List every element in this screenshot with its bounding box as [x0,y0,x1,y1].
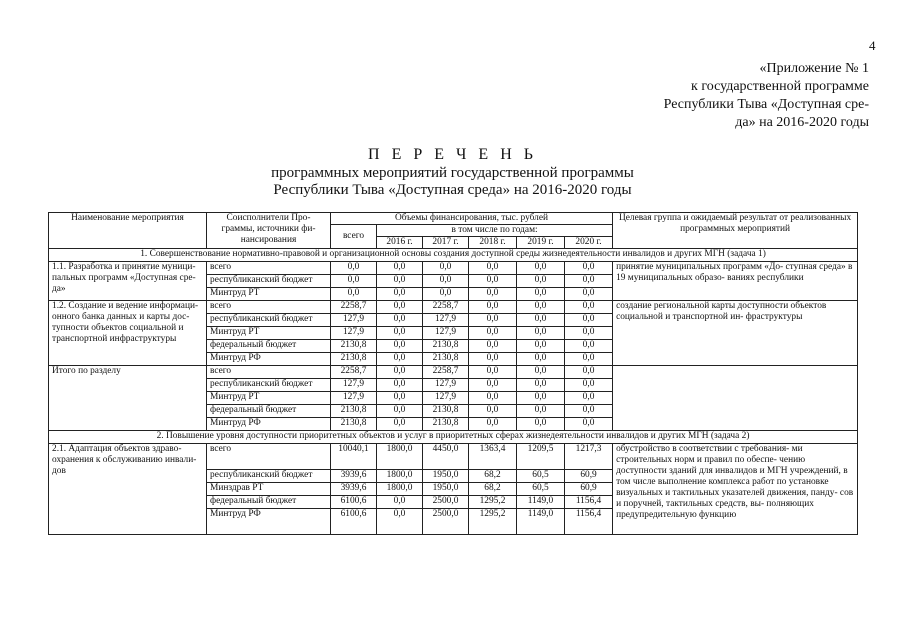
funding-value: 0,0 [377,496,423,509]
funding-value: 2258,7 [423,301,469,314]
funding-source: республиканский бюджет [207,314,331,327]
appendix-line: Республики Тыва «Доступная сре- [663,97,869,112]
funding-value: 0,0 [331,288,377,301]
funding-source: Минтруд РТ [207,288,331,301]
funding-value: 1800,0 [377,470,423,483]
funding-value: 0,0 [565,301,613,314]
funding-source: Минтруд РФ [207,509,331,535]
funding-value: 127,9 [423,379,469,392]
funding-source: Минтруд РТ [207,392,331,405]
funding-value: 0,0 [565,340,613,353]
header-year: 2017 г. [423,237,469,249]
section-row [49,431,858,444]
funding-value: 60,9 [565,470,613,483]
measure-name: 2.1. Адаптация объектов здраво- охранения к обслуживанию инвали- дов [49,444,207,535]
funding-value: 6100,6 [331,496,377,509]
appendix-line: к государственной программе [691,79,869,94]
funding-value: 127,9 [331,327,377,340]
funding-value: 127,9 [423,327,469,340]
funding-value: 1295,2 [469,496,517,509]
funding-value: 0,0 [469,405,517,418]
funding-value: 2258,7 [331,301,377,314]
measure-name: 1.2. Создание и ведение информаци- онного банка данных и карты дос- тупности объектов социальной и транспортной инфраструктуры [49,301,207,366]
funding-value: 0,0 [565,288,613,301]
funding-value: 1950,0 [423,483,469,496]
funding-value: 127,9 [423,314,469,327]
funding-value: 0,0 [469,366,517,379]
funding-value: 127,9 [331,314,377,327]
measures-table [48,212,858,535]
funding-source: всего [207,301,331,314]
funding-source: Минтруд РФ [207,353,331,366]
funding-value: 0,0 [377,275,423,288]
funding-value: 0,0 [517,392,565,405]
funding-value: 0,0 [517,301,565,314]
header-year: 2020 г. [565,237,613,249]
funding-value: 0,0 [469,288,517,301]
funding-value: 0,0 [423,275,469,288]
funding-source: всего [207,262,331,275]
funding-value: 2500,0 [423,496,469,509]
funding-value: 0,0 [517,314,565,327]
funding-value: 68,2 [469,470,517,483]
funding-value: 0,0 [377,340,423,353]
funding-value: 0,0 [517,379,565,392]
funding-value: 127,9 [331,379,377,392]
funding-value: 0,0 [565,275,613,288]
funding-value: 2130,8 [423,418,469,431]
funding-source: республиканский бюджет [207,275,331,288]
header-funding: Объемы финансирования, тыс. рублей [331,213,613,225]
funding-value: 0,0 [331,262,377,275]
funding-value: 0,0 [331,275,377,288]
document-title: П Е Р Е Ч Е Н Ь [368,146,537,163]
funding-source: Минтруд РФ [207,418,331,431]
table-body [49,249,858,535]
funding-value: 0,0 [517,262,565,275]
funding-value: 0,0 [469,314,517,327]
funding-value: 0,0 [469,392,517,405]
funding-source: республиканский бюджет [207,379,331,392]
funding-value: 0,0 [423,262,469,275]
funding-value: 0,0 [377,418,423,431]
funding-source: всего [207,444,331,470]
table-row [49,262,858,275]
appendix-line: да» на 2016-2020 годы [735,115,869,130]
header-by-years: в том числе по годам: [377,225,613,237]
table-header [49,213,858,249]
table-row [49,301,858,314]
funding-value: 4450,0 [423,444,469,470]
table-row [49,366,858,379]
funding-value: 0,0 [517,327,565,340]
funding-value: 2258,7 [423,366,469,379]
funding-value: 2258,7 [331,366,377,379]
funding-value: 0,0 [565,314,613,327]
funding-value: 0,0 [423,288,469,301]
funding-value: 0,0 [377,392,423,405]
funding-value: 0,0 [377,327,423,340]
funding-value: 1156,4 [565,496,613,509]
funding-value: 0,0 [377,353,423,366]
section-heading: 2. Повышение уровня доступности приоритетных объектов и услуг в приоритетных сферах жизнедеятельности инвалидов и других МГН (задача 2) [49,431,858,444]
funding-value: 0,0 [517,405,565,418]
funding-source: федеральный бюджет [207,496,331,509]
measure-name: 1.1. Разработка и принятие муници- пальных программ «Доступная сре- да» [49,262,207,301]
document-subtitle: программных мероприятий государственной программы [271,165,634,181]
funding-value: 0,0 [377,405,423,418]
funding-value: 0,0 [517,275,565,288]
funding-value: 2130,8 [331,353,377,366]
funding-value: 1156,4 [565,509,613,535]
funding-value: 0,0 [517,366,565,379]
section-heading: 1. Совершенствование нормативно-правовой и организационной основы создания доступной среды жизнедеятельности инвалидов и других МГН (задача 1) [49,249,858,262]
funding-source: федеральный бюджет [207,405,331,418]
funding-value: 0,0 [565,327,613,340]
funding-value: 0,0 [565,405,613,418]
funding-value: 1363,4 [469,444,517,470]
appendix-note [639,60,869,132]
funding-value: 2130,8 [331,405,377,418]
funding-value: 0,0 [517,340,565,353]
header-year: 2019 г. [517,237,565,249]
funding-value: 0,0 [565,392,613,405]
funding-value: 6100,6 [331,509,377,535]
funding-value: 0,0 [377,262,423,275]
funding-value: 0,0 [377,314,423,327]
funding-value: 0,0 [517,418,565,431]
funding-value: 0,0 [377,509,423,535]
funding-value: 60,5 [517,483,565,496]
measure-name: Итого по разделу [49,366,207,431]
funding-value: 68,2 [469,483,517,496]
section-row [49,249,858,262]
funding-value: 1217,3 [565,444,613,470]
funding-value: 0,0 [469,262,517,275]
document-subtitle: Республики Тыва «Доступная среда» на 2016-2020 годы [273,182,632,198]
header-total: всего [331,225,377,249]
funding-value: 60,5 [517,470,565,483]
funding-value: 2130,8 [423,340,469,353]
page-number: 4 [869,38,876,53]
funding-value: 0,0 [565,418,613,431]
expected-result: принятие муниципальных программ «До- ступная среда» в 19 муниципальных образо- ваниях республики [613,262,858,301]
funding-value: 0,0 [469,301,517,314]
funding-value: 0,0 [517,288,565,301]
funding-value: 0,0 [469,379,517,392]
funding-value: 0,0 [377,301,423,314]
funding-value: 1209,5 [517,444,565,470]
funding-value: 1800,0 [377,483,423,496]
funding-source: всего [207,366,331,379]
funding-value: 1149,0 [517,509,565,535]
funding-value: 0,0 [469,327,517,340]
funding-value: 1800,0 [377,444,423,470]
header-target: Целевая группа и ожидаемый результат от реализованных программных мероприятий [613,213,858,249]
header-year: 2018 г. [469,237,517,249]
funding-value: 127,9 [423,392,469,405]
header-year: 2016 г. [377,237,423,249]
funding-source: Минтруд РТ [207,327,331,340]
funding-value: 0,0 [469,275,517,288]
funding-source: республиканский бюджет [207,470,331,483]
funding-value: 0,0 [565,379,613,392]
funding-value: 2130,8 [331,340,377,353]
funding-value: 2130,8 [423,353,469,366]
funding-value: 2500,0 [423,509,469,535]
funding-value: 3939,6 [331,470,377,483]
funding-value: 0,0 [377,288,423,301]
funding-value: 0,0 [469,353,517,366]
table-row [49,444,858,470]
funding-value: 127,9 [331,392,377,405]
funding-value: 0,0 [377,379,423,392]
funding-value: 0,0 [469,418,517,431]
expected-result: обустройство в соответствии с требования- ми строительных норм и правил по обеспе- чению доступности зданий для инвалидов и МГН учреждений, в том числе выполнение комплекса работ по установке визуальных и тактильных указателей движения, панду- сов и поручней, тактильных средств, вы- полняющих предупредительную функцию [613,444,858,535]
header-name: Наименование мероприятия [49,213,207,249]
appendix-line: «Приложение № 1 [759,61,869,76]
funding-value: 0,0 [565,353,613,366]
funding-value: 2130,8 [423,405,469,418]
funding-value: 0,0 [377,366,423,379]
funding-value: 1149,0 [517,496,565,509]
header-executors: Соисполнители Про- граммы, источники фи- нансирования [207,213,331,249]
funding-value: 0,0 [469,340,517,353]
funding-value: 60,9 [565,483,613,496]
funding-source: федеральный бюджет [207,340,331,353]
funding-value: 1950,0 [423,470,469,483]
funding-source: Минздрав РТ [207,483,331,496]
funding-value: 3939,6 [331,483,377,496]
expected-result: создание региональной карты доступности объектов социальной и транспортной ин- фраструктуры [613,301,858,366]
funding-value: 2130,8 [331,418,377,431]
funding-value: 0,0 [517,353,565,366]
funding-value: 10040,1 [331,444,377,470]
funding-value: 0,0 [565,262,613,275]
funding-value: 1295,2 [469,509,517,535]
funding-value: 0,0 [565,366,613,379]
expected-result [613,366,858,431]
